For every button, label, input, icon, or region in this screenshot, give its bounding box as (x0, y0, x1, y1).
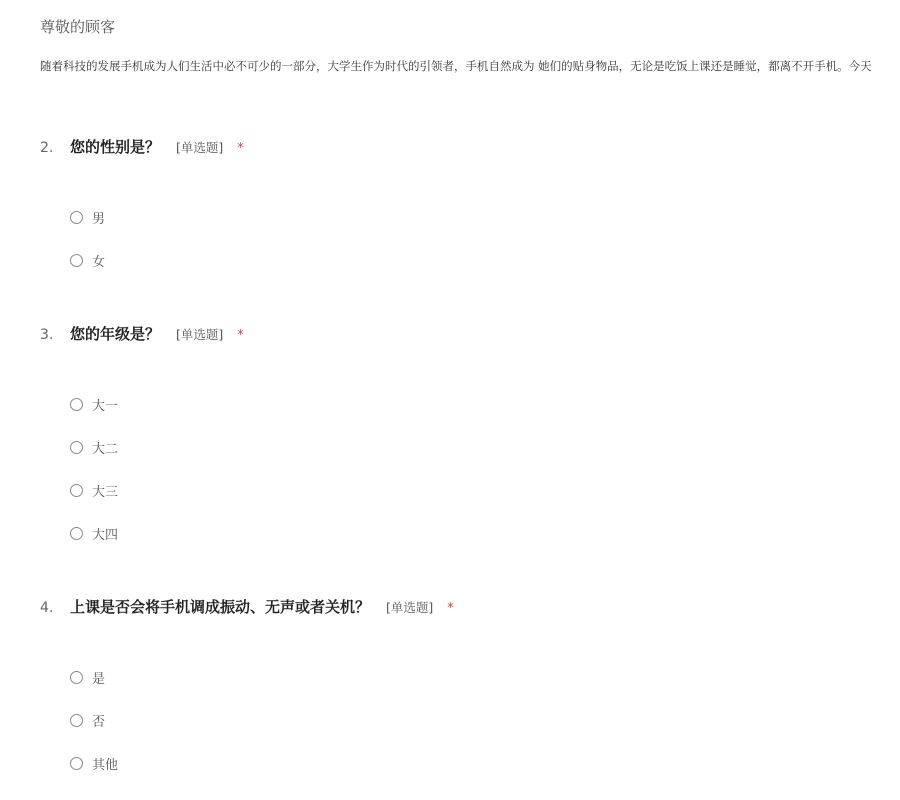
question-title: 您的年级是？ (70, 325, 161, 343)
option-label: 否 (92, 715, 106, 730)
option-label: 其他 (92, 758, 119, 773)
option-female[interactable] (70, 251, 105, 270)
option-label: 大二 (92, 442, 119, 457)
option-label: 大四 (92, 528, 119, 543)
question-2-header (40, 136, 244, 157)
option-label: 男 (92, 212, 106, 227)
option-label: 大三 (92, 485, 119, 500)
option-yes[interactable] (70, 668, 105, 687)
question-title: 您的性别是？ (70, 138, 161, 156)
option-other[interactable] (70, 754, 118, 773)
greeting-title: 尊敬的顾客 (40, 18, 116, 36)
option-junior[interactable] (70, 481, 118, 500)
required-marker: * (447, 601, 454, 616)
question-number: 4. (40, 600, 54, 616)
option-no[interactable] (70, 711, 105, 730)
radio-button[interactable] (70, 441, 83, 454)
question-number: 2. (40, 140, 54, 156)
question-number: 3. (40, 327, 54, 343)
radio-button[interactable] (70, 254, 83, 267)
radio-button[interactable] (70, 398, 83, 411)
option-male[interactable] (70, 208, 105, 227)
option-sophomore[interactable] (70, 438, 118, 457)
question-3-header (40, 323, 244, 344)
option-senior[interactable] (70, 524, 118, 543)
required-marker: * (237, 328, 244, 343)
option-freshman[interactable] (70, 395, 118, 414)
option-label: 是 (92, 672, 106, 687)
radio-button[interactable] (70, 757, 83, 770)
question-type-label: [单选题] (386, 600, 434, 615)
radio-button[interactable] (70, 671, 83, 684)
survey-intro: 随着科技的发展手机成为人们生活中必不可少的一部分，大学生作为时代的引领者，手机自然成为 她们的贴身物品，无论是吃饭上课还是睡觉，都离不开手机。今天 (40, 59, 872, 73)
question-type-label: [单选题] (176, 327, 224, 342)
radio-button[interactable] (70, 484, 83, 497)
radio-button[interactable] (70, 211, 83, 224)
question-4-header (40, 596, 454, 617)
required-marker: * (237, 141, 244, 156)
radio-button[interactable] (70, 714, 83, 727)
option-label: 女 (92, 255, 106, 270)
question-title: 上课是否会将手机调成振动、无声或者关机？ (70, 598, 371, 616)
radio-button[interactable] (70, 527, 83, 540)
option-label: 大一 (92, 399, 119, 414)
question-type-label: [单选题] (176, 140, 224, 155)
